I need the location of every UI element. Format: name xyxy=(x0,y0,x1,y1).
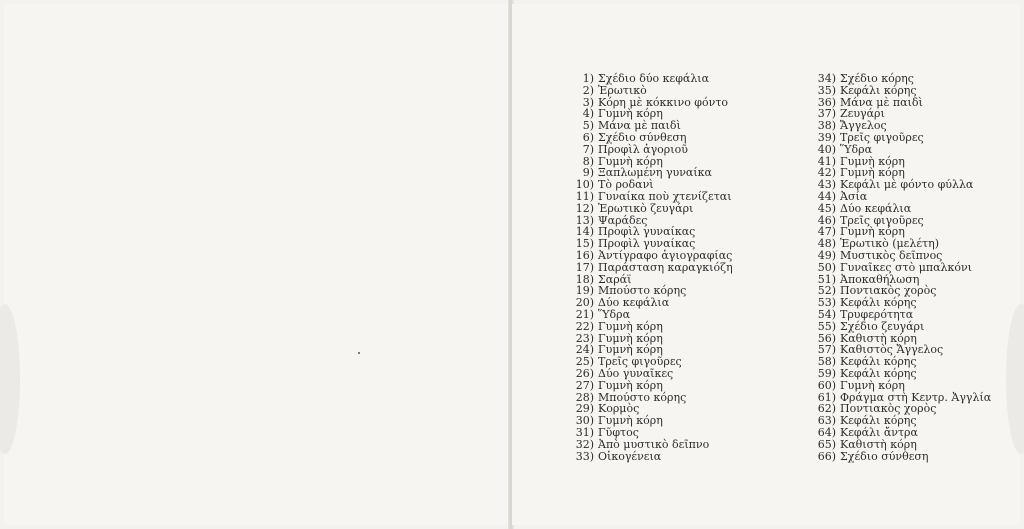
artwork-number: 18) xyxy=(575,272,594,286)
artwork-title: Ψαράδες xyxy=(598,213,648,227)
artwork-title: Ποντιακὸς χορὸς xyxy=(840,284,937,298)
artwork-title: Γυναίκα ποὺ χτενίζεται xyxy=(598,189,732,203)
artwork-number: 23) xyxy=(575,331,594,345)
artwork-list-item xyxy=(548,309,733,321)
artwork-number: 61) xyxy=(817,390,836,404)
artwork-title: Γυμνὴ κόρη xyxy=(598,154,663,168)
artwork-title: Γυμνὴ κόρη xyxy=(598,107,663,121)
artwork-title: Σχέδιο ζευγάρι xyxy=(840,319,925,333)
artwork-number: 65) xyxy=(817,437,836,451)
artwork-title: Προφὶλ γυναίκας xyxy=(598,237,696,251)
artwork-title: Κεφάλι μὲ φόντο φύλλα xyxy=(840,178,974,192)
artwork-title: Ἐρωτικὸ xyxy=(598,83,647,97)
artwork-title: Ποντιακὸς χορὸς xyxy=(840,402,937,416)
artwork-number: 7) xyxy=(582,142,594,156)
artwork-number: 36) xyxy=(817,95,836,109)
artwork-title: Παράσταση καραγκιόζη xyxy=(598,260,733,274)
artwork-title: Κεφάλι κόρης xyxy=(840,83,917,97)
artwork-list-item xyxy=(790,451,991,463)
artwork-title: Γυμνὴ κόρη xyxy=(840,154,905,168)
artwork-number: 47) xyxy=(817,225,836,239)
artwork-number: 56) xyxy=(817,331,836,345)
artwork-list-item xyxy=(790,191,991,203)
artwork-title: Κεφάλι κόρης xyxy=(840,414,917,428)
artwork-number: 60) xyxy=(817,378,836,392)
artwork-list-item xyxy=(548,132,733,144)
artwork-number: 10) xyxy=(575,178,594,192)
artwork-title: Δύο κεφάλια xyxy=(840,201,912,215)
artwork-title: Ὕδρα xyxy=(598,307,631,321)
artwork-title: Καθιστὴ κόρη xyxy=(840,437,917,451)
artwork-number: 48) xyxy=(817,237,836,251)
artwork-number: 17) xyxy=(575,260,594,274)
artwork-list-item xyxy=(790,368,991,380)
artwork-number: 27) xyxy=(575,378,594,392)
artwork-number: 35) xyxy=(817,83,836,97)
artwork-number: 11) xyxy=(575,189,594,203)
artwork-number: 3) xyxy=(582,95,594,109)
artwork-number: 29) xyxy=(575,402,594,416)
artwork-title: Κόρη μὲ κόκκινο φόντο xyxy=(598,95,729,109)
artwork-number: 63) xyxy=(817,414,836,428)
artwork-number: 2) xyxy=(582,83,594,97)
artwork-title: Γυμνὴ κόρη xyxy=(598,378,663,392)
artwork-list-item xyxy=(790,250,991,262)
artwork-number: 25) xyxy=(575,355,594,369)
artwork-title: Μάνα μὲ παιδὶ xyxy=(598,119,681,133)
artwork-number: 59) xyxy=(817,366,836,380)
artwork-title: Προφὶλ γυναίκας xyxy=(598,225,696,239)
artwork-title: Ζευγάρι xyxy=(840,107,885,121)
artwork-number: 21) xyxy=(575,307,594,321)
artwork-title: Τὸ ροδανὶ xyxy=(598,178,654,192)
artwork-number: 22) xyxy=(575,319,594,333)
artwork-title: Τρεῖς φιγοῦρες xyxy=(598,355,682,369)
artwork-list-column-1 xyxy=(548,73,733,462)
artwork-title: Γῦφτος xyxy=(598,425,639,439)
artwork-title: Σχέδιο δύο κεφάλια xyxy=(598,72,710,85)
artwork-list-item xyxy=(790,85,991,97)
artwork-title: Ἀπὸ μυστικὸ δεῖπνο xyxy=(598,437,710,451)
artwork-number: 45) xyxy=(817,201,836,215)
artwork-number: 34) xyxy=(817,72,836,85)
artwork-title: Δύο κεφάλια xyxy=(598,296,670,310)
artwork-number: 49) xyxy=(817,248,836,262)
artwork-number: 28) xyxy=(575,390,594,404)
artwork-title: Φράγμα στὴ Κεντρ. Ἀγγλία xyxy=(840,390,992,404)
artwork-number: 37) xyxy=(817,107,836,121)
artwork-list-item xyxy=(548,427,733,439)
artwork-title: Σχέδιο κόρης xyxy=(840,72,914,85)
artwork-list-item xyxy=(790,427,991,439)
artwork-title: Καθιστὴ κόρη xyxy=(840,331,917,345)
artwork-title: Γυμνὴ κόρη xyxy=(840,225,905,239)
artwork-title: Γυμνὴ κόρη xyxy=(840,378,905,392)
artwork-number: 20) xyxy=(575,296,594,310)
artwork-number: 5) xyxy=(582,119,594,133)
artwork-title: Μπούστο κόρης xyxy=(598,390,687,404)
artwork-number: 19) xyxy=(575,284,594,298)
artwork-title: Σχέδιο σύνθεση xyxy=(840,449,929,463)
artwork-title: Γυναῖκες στὸ μπαλκόνι xyxy=(840,260,972,274)
artwork-number: 33) xyxy=(575,449,594,463)
artwork-number: 6) xyxy=(582,130,594,144)
artwork-title: Γυμνὴ κόρη xyxy=(598,319,663,333)
artwork-title: Τρεῖς φιγοῦρες xyxy=(840,130,924,144)
artwork-title: Σαράϊ xyxy=(598,272,632,286)
artwork-number: 54) xyxy=(817,307,836,321)
artwork-number: 38) xyxy=(817,119,836,133)
artwork-number: 43) xyxy=(817,178,836,192)
artwork-number: 40) xyxy=(817,142,836,156)
left-page xyxy=(4,4,510,525)
artwork-title: Ἀσία xyxy=(840,189,868,203)
artwork-title: Κεφάλι κόρης xyxy=(840,366,917,380)
artwork-list-item xyxy=(790,380,991,392)
artwork-number: 58) xyxy=(817,355,836,369)
artwork-list-item xyxy=(548,262,733,274)
artwork-number: 50) xyxy=(817,260,836,274)
artwork-title: Ἐρωτικὸ ζευγάρι xyxy=(598,201,694,215)
artwork-title: Ἀποκαθήλωση xyxy=(840,272,920,286)
artwork-title: Μπούστο κόρης xyxy=(598,284,687,298)
artwork-number: 52) xyxy=(817,284,836,298)
artwork-number: 32) xyxy=(575,437,594,451)
artwork-number: 31) xyxy=(575,425,594,439)
artwork-list-item xyxy=(548,451,733,463)
artwork-list-item xyxy=(790,321,991,333)
artwork-list-item xyxy=(548,85,733,97)
right-page-notch xyxy=(1006,304,1024,454)
artwork-list-item xyxy=(790,144,991,156)
artwork-list-item xyxy=(548,321,733,333)
artwork-number: 13) xyxy=(575,213,594,227)
artwork-number: 64) xyxy=(817,425,836,439)
artwork-title: Κορμὸς xyxy=(598,402,640,416)
artwork-title: Μάνα μὲ παιδὶ xyxy=(840,95,923,109)
artwork-number: 9) xyxy=(582,166,594,180)
artwork-title: Δύο γυναῖκες xyxy=(598,366,674,380)
artwork-title: Τρυφερότητα xyxy=(840,307,914,321)
artwork-list-item xyxy=(790,309,991,321)
artwork-list-item xyxy=(548,368,733,380)
artwork-title: Γυμνὴ κόρη xyxy=(840,166,905,180)
artwork-number: 41) xyxy=(817,154,836,168)
artwork-number: 30) xyxy=(575,414,594,428)
artwork-list-item xyxy=(790,262,991,274)
artwork-number: 46) xyxy=(817,213,836,227)
artwork-list-item xyxy=(548,203,733,215)
artwork-number: 51) xyxy=(817,272,836,286)
artwork-list-item xyxy=(790,132,991,144)
artwork-title: Τρεῖς φιγοῦρες xyxy=(840,213,924,227)
artwork-number: 12) xyxy=(575,201,594,215)
artwork-number: 53) xyxy=(817,296,836,310)
artwork-number: 16) xyxy=(575,248,594,262)
artwork-number: 62) xyxy=(817,402,836,416)
artwork-title: Κεφάλι κόρης xyxy=(840,355,917,369)
artwork-number: 14) xyxy=(575,225,594,239)
artwork-title: Γυμνὴ κόρη xyxy=(598,343,663,357)
artwork-title: Ἀντίγραφο ἁγιογραφίας xyxy=(598,248,733,262)
artwork-number: 55) xyxy=(817,319,836,333)
artwork-title: Κεφάλι ἄντρα xyxy=(840,425,918,439)
artwork-title: Οἰκογένεια xyxy=(598,449,662,463)
artwork-title: Ἄγγελος xyxy=(840,119,887,133)
artwork-list-item xyxy=(548,439,733,451)
artwork-number: 44) xyxy=(817,189,836,203)
left-page-notch xyxy=(0,304,20,454)
ink-speck xyxy=(358,352,360,354)
artwork-number: 57) xyxy=(817,343,836,357)
artwork-list-item xyxy=(548,250,733,262)
artwork-title: Καθιστὸς Ἄγγελος xyxy=(840,343,944,357)
artwork-number: 26) xyxy=(575,366,594,380)
artwork-number: 4) xyxy=(582,107,594,121)
artwork-number: 24) xyxy=(575,343,594,357)
artwork-list-column-2 xyxy=(790,73,991,462)
artwork-title: Μυστικὸς δεῖπνος xyxy=(840,248,943,262)
artwork-title: Γυμνὴ κόρη xyxy=(598,414,663,428)
artwork-title: Γυμνὴ κόρη xyxy=(598,331,663,345)
artwork-list-item xyxy=(548,191,733,203)
artwork-title: Σχέδιο σύνθεση xyxy=(598,130,687,144)
artwork-number: 66) xyxy=(817,449,836,463)
artwork-list-item xyxy=(790,203,991,215)
artwork-title: Κεφάλι κόρης xyxy=(840,296,917,310)
artwork-list-item xyxy=(790,439,991,451)
artwork-title: Ξαπλωμένη γυναίκα xyxy=(598,166,712,180)
artwork-list-item xyxy=(548,380,733,392)
artwork-title: Προφὶλ ἀγοριοῦ xyxy=(598,142,688,156)
artwork-title: Ὕδρα xyxy=(840,142,873,156)
artwork-list-item xyxy=(548,144,733,156)
artwork-number: 39) xyxy=(817,130,836,144)
artwork-number: 1) xyxy=(582,72,594,85)
artwork-number: 8) xyxy=(582,154,594,168)
artwork-title: Ἐρωτικὸ (μελέτη) xyxy=(840,237,939,251)
artwork-number: 42) xyxy=(817,166,836,180)
artwork-number: 15) xyxy=(575,237,594,251)
